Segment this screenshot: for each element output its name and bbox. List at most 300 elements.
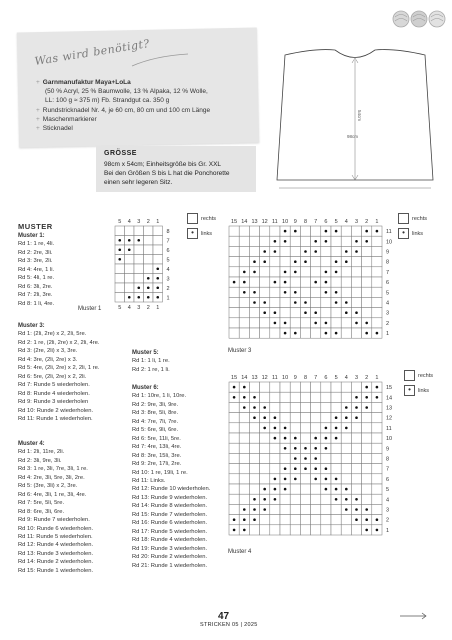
materials-item bbox=[36, 115, 210, 124]
chart-cell bbox=[270, 257, 280, 267]
instruction-line: Rd 9: Runde 7 wiederholen. bbox=[18, 517, 90, 524]
instruction-line: Rd 9: Runde 3 wiederholen bbox=[18, 399, 89, 406]
chart-cell bbox=[260, 267, 270, 277]
chart-cell bbox=[290, 504, 300, 514]
chart-cell bbox=[321, 453, 331, 463]
links-dot bbox=[355, 240, 358, 243]
links-dot bbox=[355, 322, 358, 325]
row-number: 7 bbox=[166, 238, 170, 245]
chart-cell bbox=[249, 328, 259, 338]
instruction-line: Rd 13: Runde 9 wiederholen. bbox=[132, 494, 208, 501]
legend-links: links bbox=[418, 387, 430, 394]
instruction-line: Rd 10: Runde 2 wiederholen. bbox=[18, 407, 94, 414]
chart-cell bbox=[311, 392, 321, 402]
chart-cell bbox=[249, 236, 259, 246]
links-dot bbox=[325, 291, 328, 294]
chart-cell bbox=[351, 423, 361, 433]
chart-cell bbox=[249, 308, 259, 318]
chart-cell bbox=[270, 328, 280, 338]
links-dot bbox=[365, 508, 368, 511]
links-dot bbox=[345, 250, 348, 253]
chart-cell bbox=[372, 287, 382, 297]
links-dot bbox=[304, 311, 307, 314]
chart-cell bbox=[341, 443, 351, 453]
chart-cell bbox=[300, 267, 310, 277]
links-dot bbox=[376, 332, 379, 335]
row-number: 4 bbox=[166, 266, 170, 273]
instruction-line: Rd 9: 2re, 17li, 2re. bbox=[132, 461, 182, 468]
bullet-icon: + bbox=[36, 79, 40, 86]
chart-cell bbox=[362, 443, 372, 453]
links-dot bbox=[263, 508, 266, 511]
links-dot bbox=[376, 386, 379, 389]
links-dot bbox=[335, 271, 338, 274]
chart-cell bbox=[311, 297, 321, 307]
chart-cell bbox=[260, 453, 270, 463]
chart-cell bbox=[125, 274, 135, 284]
links-dot bbox=[365, 230, 368, 233]
links-dot bbox=[156, 296, 159, 299]
links-dot bbox=[274, 488, 277, 491]
chart-cell bbox=[331, 402, 341, 412]
links-dot bbox=[118, 258, 121, 261]
chart-cell bbox=[372, 257, 382, 267]
links-dot bbox=[314, 447, 317, 450]
chart-cell bbox=[134, 264, 144, 274]
links-dot bbox=[325, 478, 328, 481]
column-number: 5 bbox=[118, 305, 122, 311]
chart-cell bbox=[362, 308, 372, 318]
links-dot bbox=[304, 447, 307, 450]
muster6-title: Muster 6: bbox=[132, 385, 159, 391]
instruction-line: Rd 5: 4re, (2li, 2re) x 2, 2li, 1 re. bbox=[18, 365, 100, 372]
chart-cell bbox=[229, 308, 239, 318]
column-number: 14 bbox=[241, 219, 248, 225]
chart-cell bbox=[372, 443, 382, 453]
chart-cell bbox=[331, 504, 341, 514]
links-dot bbox=[284, 230, 287, 233]
instruction-line: Rd 5: (3re, 3li) x 2, 3re. bbox=[18, 483, 78, 490]
chart-cell bbox=[115, 293, 125, 303]
column-number: 2 bbox=[365, 219, 369, 225]
chart-cell bbox=[239, 494, 249, 504]
chart-cell bbox=[260, 318, 270, 328]
chart-cell bbox=[341, 515, 351, 525]
column-number: 1 bbox=[156, 219, 160, 225]
links-dot bbox=[294, 230, 297, 233]
instruction-line: Rd 2: 9re, 3li, 9re. bbox=[132, 401, 179, 408]
chart-cell bbox=[260, 433, 270, 443]
links-dot bbox=[335, 416, 338, 419]
chart-cell bbox=[341, 474, 351, 484]
chart-cell bbox=[229, 453, 239, 463]
chart-cell bbox=[362, 257, 372, 267]
chart-cell bbox=[280, 308, 290, 318]
instruction-line: Rd 6: 5re, (2li, 2re) x 2, 2li. bbox=[18, 373, 87, 380]
links-dot bbox=[345, 301, 348, 304]
links-dot bbox=[294, 467, 297, 470]
links-dot bbox=[345, 427, 348, 430]
instruction-line: Rd 3: (2re, 2li) x 3, 3re. bbox=[18, 348, 78, 355]
links-symbol: • bbox=[187, 228, 198, 239]
chart-cell bbox=[351, 484, 361, 494]
chart-cell bbox=[331, 443, 341, 453]
links-dot bbox=[376, 518, 379, 521]
chart-cell bbox=[351, 433, 361, 443]
instruction-line: Rd 14: Runde 2 wiederholen. bbox=[18, 559, 94, 566]
chart-cell bbox=[331, 515, 341, 525]
chart-cell bbox=[270, 382, 280, 392]
materials-item bbox=[36, 106, 210, 115]
links-dot bbox=[325, 322, 328, 325]
chart-cell bbox=[270, 287, 280, 297]
links-dot bbox=[325, 427, 328, 430]
row-number: 5 bbox=[386, 290, 390, 297]
links-dot bbox=[137, 286, 140, 289]
chart-cell bbox=[229, 484, 239, 494]
instruction-line: Rd 17: Runde 5 wiederholen. bbox=[132, 528, 208, 535]
chart-cell bbox=[331, 277, 341, 287]
links-dot bbox=[274, 427, 277, 430]
links-dot bbox=[325, 332, 328, 335]
links-dot bbox=[365, 529, 368, 532]
chart-cell bbox=[311, 267, 321, 277]
chart-cell bbox=[311, 484, 321, 494]
chart-cell bbox=[351, 525, 361, 535]
chart-cell bbox=[270, 226, 280, 236]
chart-cell bbox=[290, 246, 300, 256]
links-dot bbox=[335, 260, 338, 263]
muster4-title: Muster 4: bbox=[18, 441, 45, 447]
column-number: 1 bbox=[375, 219, 379, 225]
chart-cell bbox=[331, 453, 341, 463]
chart-cell bbox=[144, 236, 154, 246]
chart-cell bbox=[229, 402, 239, 412]
chart-cell bbox=[134, 245, 144, 255]
instruction-line: Rd 2: 1 re, 1 li. bbox=[132, 366, 170, 373]
instruction-line: Rd 8: Runde 4 wiederholen. bbox=[18, 390, 90, 397]
chart-cell bbox=[372, 453, 382, 463]
chart-cell bbox=[144, 264, 154, 274]
column-number: 4 bbox=[127, 305, 131, 311]
chart-cell bbox=[331, 392, 341, 402]
chart-cell bbox=[321, 515, 331, 525]
materials-item-text: LL: 100 g ≈ 375 m) Fb. Strandgut ca. 350 g bbox=[45, 97, 170, 105]
chart-cell bbox=[362, 494, 372, 504]
size-line-3: einen sehr legeren Sitz. bbox=[104, 179, 173, 186]
row-number: 3 bbox=[386, 310, 390, 317]
instruction-line: Rd 6: 3li, 2re. bbox=[18, 283, 53, 290]
legend-2 bbox=[398, 213, 427, 239]
instruction-line: Rd 19: Runde 3 wiederholen. bbox=[132, 545, 208, 552]
links-dot bbox=[335, 230, 338, 233]
chart-cell bbox=[249, 474, 259, 484]
links-dot bbox=[335, 332, 338, 335]
chart-cell bbox=[300, 382, 310, 392]
links-dot bbox=[314, 478, 317, 481]
row-number: 1 bbox=[386, 331, 390, 338]
links-dot bbox=[335, 478, 338, 481]
links-dot bbox=[314, 467, 317, 470]
links-dot bbox=[294, 437, 297, 440]
chart-cell bbox=[331, 308, 341, 318]
instruction-line: Rd 11: Runde 5 wiederholen. bbox=[18, 533, 93, 540]
links-symbol: • bbox=[398, 228, 409, 239]
links-dot bbox=[253, 271, 256, 274]
chart-cell bbox=[239, 464, 249, 474]
materials-item bbox=[36, 96, 210, 105]
chart-cell bbox=[280, 413, 290, 423]
links-dot bbox=[325, 281, 328, 284]
size-line-2: Bei den Größen S bis L hat die Ponchorette bbox=[104, 170, 230, 177]
links-dot bbox=[294, 260, 297, 263]
chart-cell bbox=[239, 257, 249, 267]
footer-text: STRICKEN 05 | 2025 bbox=[200, 622, 258, 628]
chart-cell bbox=[311, 423, 321, 433]
materials-item bbox=[36, 78, 210, 87]
links-dot bbox=[335, 437, 338, 440]
column-number: 6 bbox=[324, 219, 328, 225]
chart-cell bbox=[229, 226, 239, 236]
chart-cell bbox=[153, 236, 163, 246]
chart-cell bbox=[249, 423, 259, 433]
materials-item-text: Garnmanufaktur Maya+LoLa bbox=[42, 79, 131, 86]
chart-cell bbox=[341, 433, 351, 443]
links-dot bbox=[274, 498, 277, 501]
chart-cell bbox=[260, 392, 270, 402]
chart-cell bbox=[362, 277, 372, 287]
row-number: 7 bbox=[386, 269, 390, 276]
column-number: 3 bbox=[137, 305, 141, 311]
bullet-icon: + bbox=[36, 106, 40, 114]
chart-cell bbox=[239, 484, 249, 494]
chart-cell bbox=[341, 464, 351, 474]
links-dot bbox=[243, 406, 246, 409]
instruction-line: Rd 1: 10re, 1 li, 10re. bbox=[132, 393, 187, 400]
row-number: 1 bbox=[166, 295, 170, 302]
chart-cell bbox=[153, 226, 163, 236]
links-dot bbox=[128, 248, 131, 251]
chart-cell bbox=[331, 464, 341, 474]
chart-cell bbox=[239, 318, 249, 328]
links-dot bbox=[253, 301, 256, 304]
links-dot bbox=[355, 508, 358, 511]
links-dot bbox=[325, 271, 328, 274]
row-number: 8 bbox=[166, 228, 170, 235]
links-dot bbox=[294, 291, 297, 294]
links-dot bbox=[345, 406, 348, 409]
chart-cell bbox=[311, 413, 321, 423]
muster4-chart-label: Muster 4 bbox=[228, 549, 252, 555]
links-dot bbox=[284, 332, 287, 335]
links-dot bbox=[294, 447, 297, 450]
chart-cell bbox=[280, 525, 290, 535]
size-title: GRÖSSE bbox=[104, 150, 137, 157]
instruction-line: Rd 8: 1 li, 4re. bbox=[18, 300, 55, 307]
chart-cell bbox=[260, 277, 270, 287]
chart-cell bbox=[300, 328, 310, 338]
chart-cell bbox=[321, 246, 331, 256]
chart-cell bbox=[229, 236, 239, 246]
instruction-line: Rd 7: 5re, 5li, 5re. bbox=[18, 500, 65, 507]
chart-cell bbox=[290, 525, 300, 535]
links-dot bbox=[263, 301, 266, 304]
instruction-line: Rd 7: 2li, 3re. bbox=[18, 292, 53, 299]
links-dot bbox=[274, 478, 277, 481]
chart-cell bbox=[280, 392, 290, 402]
chart-cell bbox=[290, 515, 300, 525]
instruction-line: Rd 7: Runde 5 wiederholen. bbox=[18, 382, 90, 389]
chart-cell bbox=[290, 392, 300, 402]
instruction-line: Rd 10: 1 re, 19li, 1 re. bbox=[132, 469, 188, 476]
links-dot bbox=[156, 286, 159, 289]
links-dot bbox=[243, 386, 246, 389]
links-dot bbox=[233, 386, 236, 389]
links-dot bbox=[263, 260, 266, 263]
links-dot bbox=[284, 291, 287, 294]
instruction-line: Rd 3: 3re, 2li. bbox=[18, 258, 53, 265]
instruction-line: Rd 18: Runde 4 wiederholen. bbox=[132, 537, 208, 544]
chart-cell bbox=[270, 464, 280, 474]
row-number: 10 bbox=[386, 239, 393, 246]
links-dot bbox=[243, 518, 246, 521]
chart-cell bbox=[290, 494, 300, 504]
links-dot bbox=[304, 260, 307, 263]
instruction-line: Rd 2: 3li, 9re, 3li. bbox=[18, 457, 62, 464]
chart-cell bbox=[229, 464, 239, 474]
chart-cell bbox=[260, 328, 270, 338]
chart-cell bbox=[134, 274, 144, 284]
column-number: 15 bbox=[231, 219, 238, 225]
chart-cell bbox=[249, 382, 259, 392]
links-dot bbox=[156, 267, 159, 270]
links-dot bbox=[335, 427, 338, 430]
links-dot bbox=[253, 498, 256, 501]
row-number: 6 bbox=[386, 476, 390, 483]
links-dot bbox=[345, 260, 348, 263]
row-number: 6 bbox=[386, 280, 390, 287]
chart-cell bbox=[260, 236, 270, 246]
muster1-title: Muster 1: bbox=[18, 233, 45, 239]
column-number: 4 bbox=[127, 219, 131, 225]
chart-cell bbox=[331, 318, 341, 328]
muster3-chart-label: Muster 3 bbox=[228, 348, 252, 354]
row-number: 13 bbox=[386, 405, 393, 412]
muster6-text bbox=[132, 384, 232, 570]
chart-cell bbox=[341, 226, 351, 236]
chart-cell bbox=[153, 255, 163, 265]
instruction-line: Rd 15: Runde 1 wiederholen. bbox=[18, 567, 94, 574]
bullet-icon: + bbox=[36, 115, 40, 123]
links-dot bbox=[376, 396, 379, 399]
chart-cell bbox=[362, 453, 372, 463]
links-dot bbox=[253, 291, 256, 294]
instruction-line: Rd 4: 4re, 1 li. bbox=[18, 266, 55, 273]
chart-cell bbox=[270, 402, 280, 412]
links-dot bbox=[253, 416, 256, 419]
column-number: 15 bbox=[231, 375, 238, 381]
chart-cell bbox=[239, 474, 249, 484]
chart-cell bbox=[311, 382, 321, 392]
links-dot bbox=[335, 301, 338, 304]
row-number: 3 bbox=[386, 507, 390, 514]
muster5-text bbox=[132, 349, 232, 374]
chart-cell bbox=[260, 226, 270, 236]
links-dot bbox=[355, 416, 358, 419]
chart-cell bbox=[280, 504, 290, 514]
row-number: 2 bbox=[166, 285, 170, 292]
chart-cell bbox=[260, 464, 270, 474]
column-number: 10 bbox=[282, 375, 289, 381]
instruction-line: Rd 2: 1 re, (2li, 2re) x 2, 2li, 4re. bbox=[18, 339, 100, 346]
chart-cell bbox=[249, 318, 259, 328]
chart-cell bbox=[351, 287, 361, 297]
chart-cell bbox=[144, 245, 154, 255]
row-number: 8 bbox=[386, 456, 390, 463]
links-dot bbox=[304, 467, 307, 470]
chart-cell bbox=[351, 443, 361, 453]
instruction-line: Rd 1: 1 li, 1 re. bbox=[132, 358, 170, 365]
links-dot bbox=[274, 322, 277, 325]
instruction-line: Rd 14: Runde 8 wiederholen. bbox=[132, 503, 208, 510]
chart-cell bbox=[134, 226, 144, 236]
chart-cell bbox=[249, 433, 259, 443]
links-dot bbox=[314, 311, 317, 314]
links-dot bbox=[355, 518, 358, 521]
links-dot bbox=[325, 488, 328, 491]
chart-cell bbox=[290, 308, 300, 318]
column-number: 6 bbox=[324, 375, 328, 381]
links-dot bbox=[284, 240, 287, 243]
column-number: 9 bbox=[293, 375, 297, 381]
chart-cell bbox=[239, 433, 249, 443]
links-dot bbox=[355, 406, 358, 409]
links-dot bbox=[118, 248, 121, 251]
links-dot bbox=[355, 498, 358, 501]
chart-cell bbox=[300, 226, 310, 236]
materials-item-text: Sticknadel bbox=[42, 125, 73, 133]
links-dot bbox=[253, 396, 256, 399]
chart-cell bbox=[300, 236, 310, 246]
instruction-line: Rd 4: 2re, 3li, 5re, 3li, 2re. bbox=[18, 474, 85, 481]
links-dot bbox=[284, 437, 287, 440]
chart-cell bbox=[229, 474, 239, 484]
links-dot bbox=[253, 260, 256, 263]
links-dot bbox=[355, 396, 358, 399]
links-dot bbox=[335, 498, 338, 501]
chart-cell bbox=[290, 236, 300, 246]
chart-cell bbox=[249, 277, 259, 287]
links-dot bbox=[274, 281, 277, 284]
chart-cell bbox=[300, 474, 310, 484]
legend-links: links bbox=[412, 230, 424, 237]
column-number: 3 bbox=[137, 219, 141, 225]
chart-cell bbox=[362, 287, 372, 297]
chart-cell bbox=[239, 453, 249, 463]
row-number: 10 bbox=[386, 436, 393, 443]
links-dot bbox=[263, 498, 266, 501]
links-dot bbox=[365, 396, 368, 399]
chart-cell bbox=[372, 413, 382, 423]
links-dot bbox=[355, 311, 358, 314]
column-number: 7 bbox=[314, 375, 318, 381]
links-dot bbox=[365, 322, 368, 325]
chart-cell bbox=[341, 525, 351, 535]
chart-cell bbox=[351, 226, 361, 236]
chart-cell bbox=[351, 277, 361, 287]
links-dot bbox=[325, 437, 328, 440]
chart-cell bbox=[229, 318, 239, 328]
